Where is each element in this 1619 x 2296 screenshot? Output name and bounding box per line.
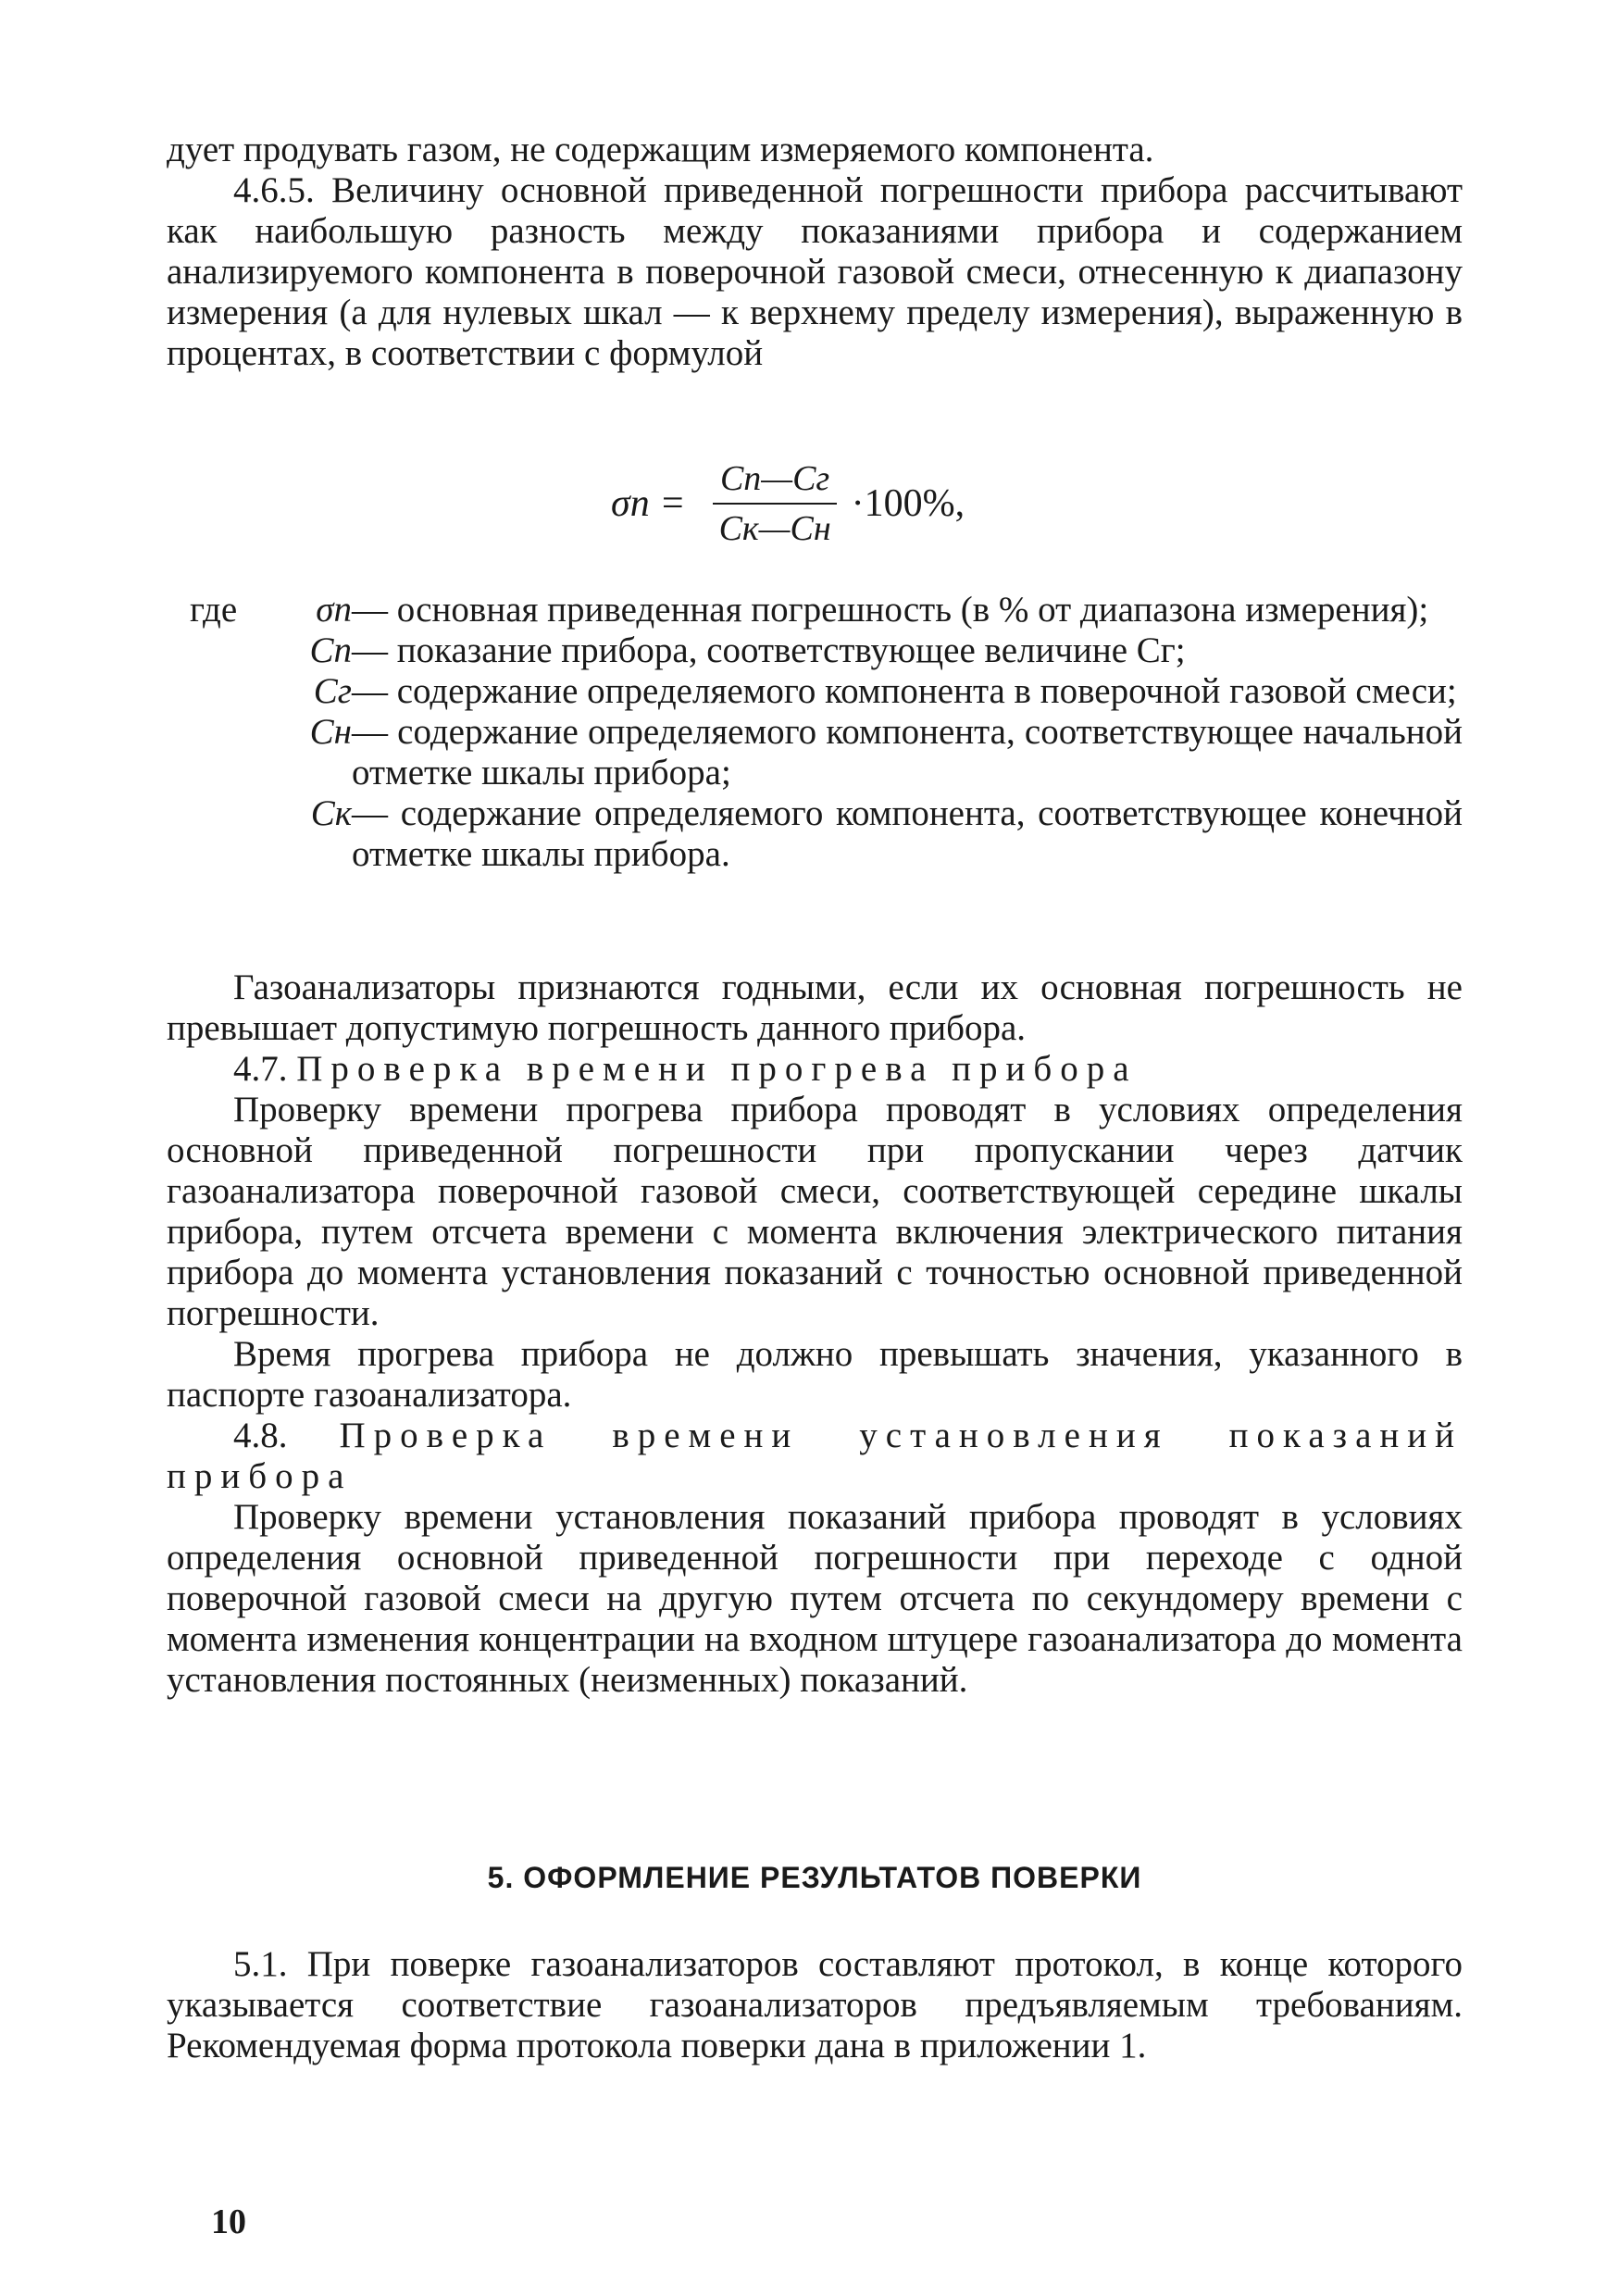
error-formula (611, 458, 965, 549)
paragraph-4-7-b: Время прогрева прибора не должно превышать значения, указанного в паспорте газоанализатора. (167, 1334, 1463, 1415)
definition-text: — показание прибора, соответствующее величине Cг; (352, 630, 1186, 670)
section-title: Проверка времени прогрева прибора (296, 1049, 1138, 1089)
definition-symbol: Cк (310, 793, 352, 833)
definitions-intro: где (190, 590, 238, 630)
definition-item (190, 671, 1463, 712)
paragraph-4-6-5: 4.6.5. Величину основной приведенной погрешности прибора рассчитывают как наибольшую разность между показаниями прибора и содержанием анализируемого компонента в поверочной газовой смеси, отнесенную к диапазону измерения (а для нулевых шкал — к верхнему пределу измерения), выраженную в процентах, в соответствии с формулой (167, 170, 1463, 373)
definition-symbol: σп (316, 590, 352, 630)
section-number: 4.7. (233, 1049, 288, 1089)
definition-text: — содержание определяемого компонента, соответствующее конечной отметке шкалы прибора. (352, 793, 1463, 874)
definition-text: — содержание определяемого компонента в поверочной газовой смеси; (352, 671, 1457, 711)
formula-numerator: Cп—Cг (713, 458, 837, 505)
paragraph-4-8: Проверку времени установления показаний прибора проводят в условиях определения основной приведенной погрешности при переходе с одной поверочной газовой смеси на другую путем отсчета по секундомеру времени с момента изменения концентрации на входном штуцере газоанализатора до момента установления постоянных (неизменных) показаний. (167, 1497, 1463, 1700)
page-number: 10 (211, 2202, 246, 2241)
paragraph-continuation: дует продувать газом, не содержащим измеряемого компонента. (167, 130, 1154, 169)
definition-text: — основная приведенная погрешность (в % от диапазона измерения); (352, 590, 1429, 630)
text-block-middle (167, 967, 1463, 1701)
section-title: Проверка времени установления показаний прибора (167, 1416, 1463, 1496)
definition-symbol: Cг (313, 671, 352, 711)
section-5-heading: 5. ОФОРМЛЕНИЕ РЕЗУЛЬТАТОВ ПОВЕРКИ (487, 1861, 1142, 1894)
paragraph-4-7-a: Проверку времени прогрева прибора проводят в условиях определения основной приведенной погрешности при пропускании через датчик газоанализатора поверочной газовой смеси, соответствующей середине шкалы прибора, путем отсчета времени с момента включения электрического питания прибора до момента установления показаний с точностью основной приведенной погрешности. (167, 1090, 1463, 1333)
definition-item (190, 712, 1463, 793)
section-heading-4-7 (167, 1049, 1463, 1090)
formula-lhs: σп = (611, 482, 686, 525)
definitions-list (190, 590, 1463, 875)
definition-item (190, 630, 1463, 671)
formula-rhs: ·100%, (851, 482, 965, 525)
definition-symbol: Cп (309, 630, 352, 670)
paragraph-5-1: 5.1. При поверке газоанализаторов составляют протокол, в конце которого указывается соответствие газоанализаторов предъявляемым требованиям. Рекомендуемая форма протокола поверки дана в приложении 1. (167, 1944, 1463, 2065)
section-number: 4.8. (233, 1416, 288, 1455)
text-block-top (167, 130, 1463, 374)
definition-item (190, 590, 1463, 630)
definition-symbol: Cн (309, 712, 352, 752)
formula-denominator: Cк—Cн (718, 509, 831, 548)
definition-item (190, 793, 1463, 875)
paragraph-acceptance: Газоанализаторы признаются годными, если их основная погрешность не превышает допустимую погрешность данного прибора. (167, 967, 1463, 1048)
text-block-bottom (167, 1944, 1463, 2066)
formula-fraction (712, 458, 839, 549)
section-heading-4-8 (167, 1416, 1463, 1497)
definition-text: — содержание определяемого компонента, соответствующее начальной отметке шкалы прибора; (352, 712, 1463, 792)
